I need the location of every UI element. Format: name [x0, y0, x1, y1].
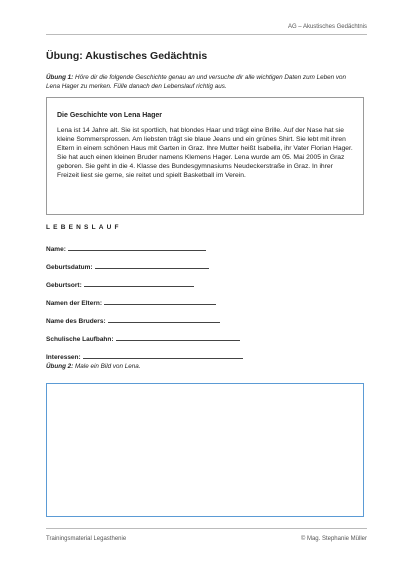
answer-line-geburtsdatum[interactable] [95, 262, 209, 269]
field-label: Name: [46, 246, 66, 253]
field-label: Schulische Laufbahn: [46, 336, 114, 343]
task1-instruction [46, 73, 361, 91]
field-name-des-bruders [46, 316, 220, 325]
field-name [46, 244, 206, 253]
footer-left-label: Trainingsmaterial Legasthenie [46, 536, 127, 542]
header-divider [46, 34, 367, 35]
story-text: Lena ist 14 Jahre alt. Sie ist sportlich, hat blondes Haar und trägt eine Brille. Auf der Nase hat sie kleine Sommersprossen. Am liebsten trägt sie blaue Jeans und ein grünes Shirt. Sie lebt mit ihren Eltern in einem schönen Haus mit Garten in Graz. Ihre Mutter heißt Isabella, ihr Vater Florian Hager. Sie hat auch einen kleinen Bruder namens Klemens Hager. Lena wurde am 05. Mai 2005 in Graz geboren. Sie geht in die 4. Klasse des Bundesgymnasiums Neudeckerstraße in Graz. In ihrer Freizeit liest sie gerne, sie reitet und spielt Basketball im Verein. [57, 127, 353, 179]
task1-label: Übung 1: [46, 74, 74, 81]
lebenslauf-heading: LEBENSLAUF [46, 224, 122, 231]
field-label: Name des Bruders: [46, 318, 106, 325]
field-label: Interessen: [46, 354, 81, 361]
footer-divider [46, 528, 367, 529]
story-box [46, 97, 364, 215]
answer-line-laufbahn[interactable] [116, 334, 240, 341]
answer-line-geburtsort[interactable] [84, 280, 194, 287]
field-namen-der-eltern [46, 298, 216, 307]
task1-text: Höre dir die folgende Geschichte genau an und versuche dir alle wichtigen Daten zum Leben von Lena Hager zu merken. Fülle danach den Lebenslauf richtig aus. [46, 74, 346, 90]
field-interessen [46, 352, 243, 361]
page-title: Übung: Akustisches Gedächtnis [46, 50, 208, 62]
story-title: Die Geschichte von Lena Hager [57, 112, 163, 119]
field-geburtsort [46, 280, 194, 289]
drawing-box[interactable] [46, 383, 364, 517]
header-label: AG – Akustisches Gedächtnis [287, 24, 367, 30]
footer-right-label: © Mag. Stephanie Müller [300, 536, 367, 542]
field-label: Namen der Eltern: [46, 300, 102, 307]
answer-line-bruder[interactable] [108, 316, 220, 323]
task2-label: Übung 2: [46, 363, 74, 370]
answer-line-eltern[interactable] [104, 298, 216, 305]
answer-line-interessen[interactable] [83, 352, 243, 359]
task2-text: Male ein Bild von Lena. [75, 363, 141, 370]
task2-instruction [46, 363, 141, 370]
field-schulische-laufbahn [46, 334, 240, 343]
field-geburtsdatum [46, 262, 209, 271]
field-label: Geburtsort: [46, 282, 82, 289]
field-label: Geburtsdatum: [46, 264, 93, 271]
answer-line-name[interactable] [68, 244, 206, 251]
